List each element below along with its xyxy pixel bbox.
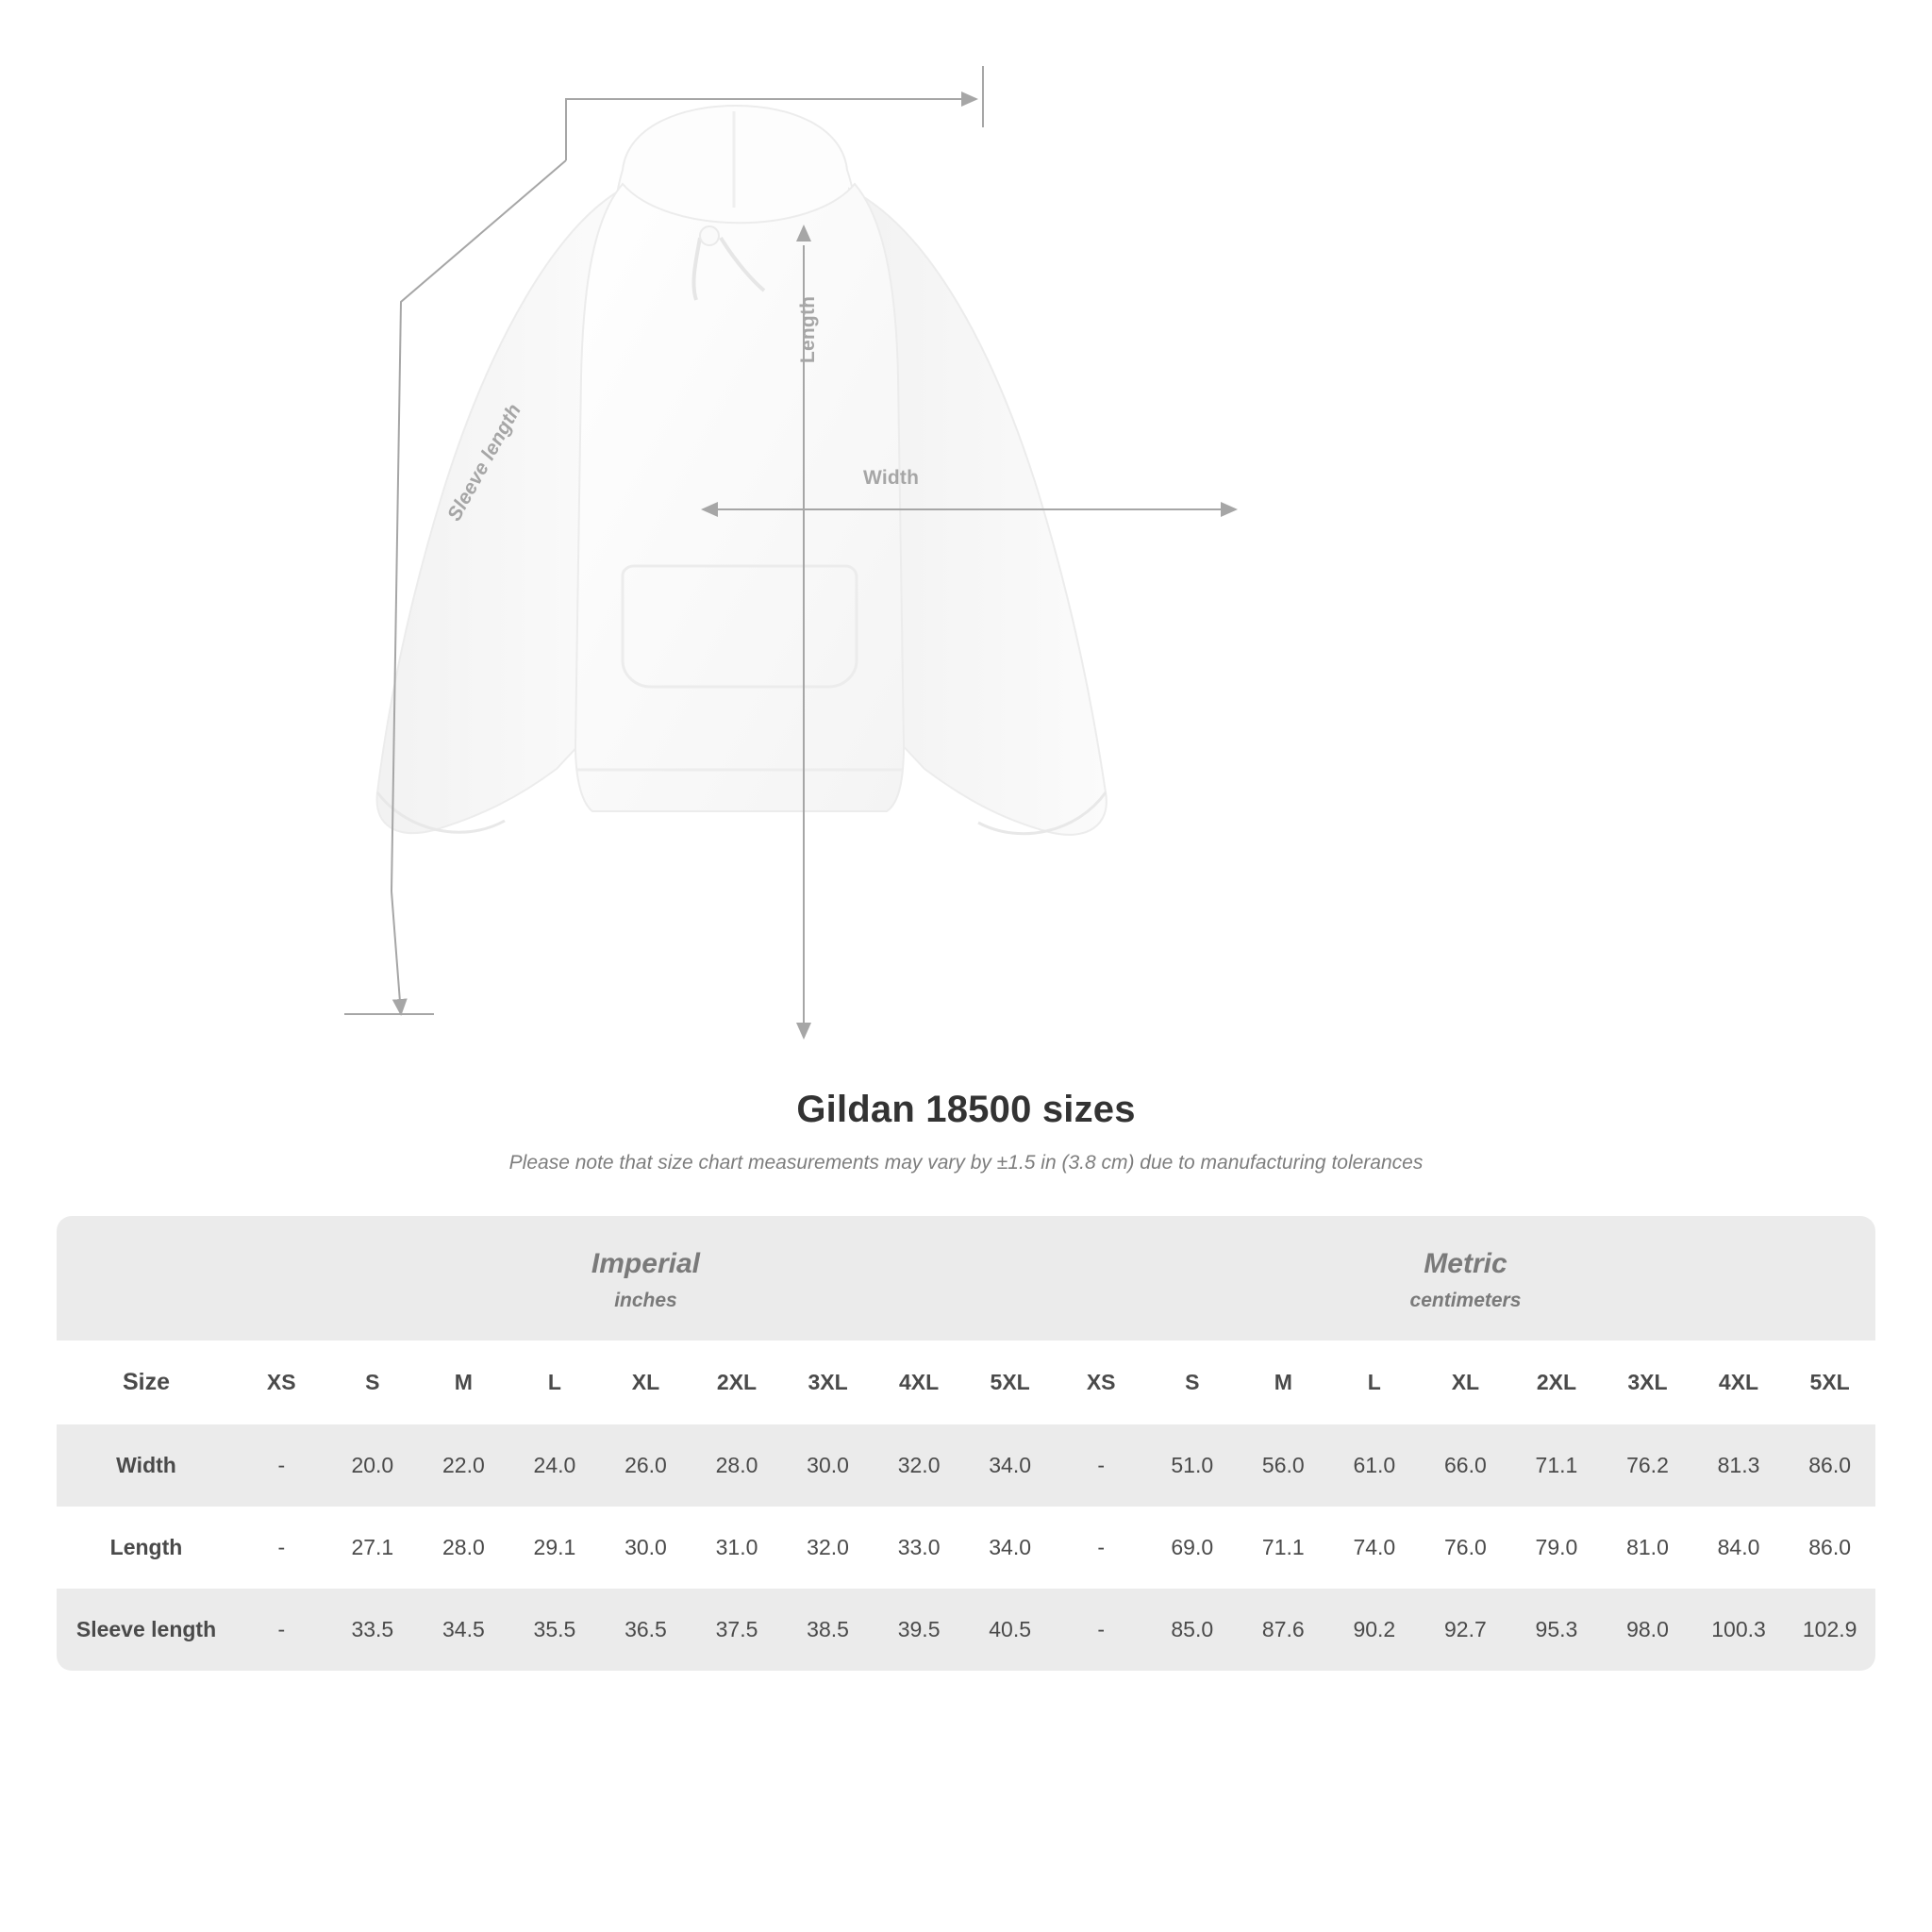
width-metric-s: 51.0: [1146, 1424, 1238, 1507]
size-header-metric-xl: XL: [1420, 1341, 1511, 1424]
width-imperial-l: 24.0: [509, 1424, 601, 1507]
sleeve-metric-xl: 92.7: [1420, 1589, 1511, 1671]
length-metric-m: 71.1: [1238, 1507, 1329, 1589]
size-header-metric-xs: XS: [1056, 1341, 1147, 1424]
unit-system-imperial: [236, 1216, 1056, 1341]
label-sleeve-length: Sleeve length: [443, 400, 526, 525]
size-header-metric-5xl: 5XL: [1784, 1341, 1875, 1424]
sleeve-metric-4xl: 100.3: [1693, 1589, 1785, 1671]
sleeve-imperial-2xl: 37.5: [691, 1589, 783, 1671]
length-imperial-4xl: 33.0: [874, 1507, 965, 1589]
size-header-imperial-m: M: [418, 1341, 509, 1424]
length-metric-2xl: 79.0: [1511, 1507, 1603, 1589]
tolerance-note: Please note that size chart measurements may vary by ±1.5 in (3.8 cm) due to manufacturing tolerances: [508, 1152, 1424, 1174]
size-table: [57, 1216, 1875, 1671]
sleeve-imperial-3xl: 38.5: [782, 1589, 874, 1671]
length-imperial-3xl: 32.0: [782, 1507, 874, 1589]
size-table-wrap: [57, 1216, 1875, 1671]
width-metric-m: 56.0: [1238, 1424, 1329, 1507]
width-metric-4xl: 81.3: [1693, 1424, 1785, 1507]
sleeve-imperial-4xl: 39.5: [874, 1589, 965, 1671]
size-header-imperial-3xl: 3XL: [782, 1341, 874, 1424]
sleeve-imperial-s: 33.5: [327, 1589, 419, 1671]
width-imperial-3xl: 30.0: [782, 1424, 874, 1507]
table-row: [57, 1424, 1875, 1507]
length-metric-l: 74.0: [1329, 1507, 1421, 1589]
sleeve-imperial-l: 35.5: [509, 1589, 601, 1671]
size-header-imperial-4xl: 4XL: [874, 1341, 965, 1424]
size-header-imperial-xl: XL: [600, 1341, 691, 1424]
size-header-metric-s: S: [1146, 1341, 1238, 1424]
size-header-metric-3xl: 3XL: [1602, 1341, 1693, 1424]
sleeve-metric-3xl: 98.0: [1602, 1589, 1693, 1671]
width-imperial-s: 20.0: [327, 1424, 419, 1507]
length-imperial-xs: -: [236, 1507, 327, 1589]
width-metric-3xl: 76.2: [1602, 1424, 1693, 1507]
sleeve-metric-m: 87.6: [1238, 1589, 1329, 1671]
unit-system-metric: [1056, 1216, 1875, 1341]
size-header-imperial-2xl: 2XL: [691, 1341, 783, 1424]
length-imperial-xl: 30.0: [600, 1507, 691, 1589]
label-width: Width: [863, 467, 920, 489]
unit-system-imperial-sub: inches: [614, 1290, 677, 1311]
length-imperial-l: 29.1: [509, 1507, 601, 1589]
unit-system-imperial-name: Imperial: [591, 1248, 700, 1279]
unit-system-metric-name: Metric: [1424, 1248, 1507, 1279]
unit-system-row: [57, 1216, 1875, 1341]
sleeve-imperial-5xl: 40.5: [964, 1589, 1056, 1671]
length-metric-xs: -: [1056, 1507, 1147, 1589]
width-metric-xl: 66.0: [1420, 1424, 1511, 1507]
width-metric-l: 61.0: [1329, 1424, 1421, 1507]
width-metric-xs: -: [1056, 1424, 1147, 1507]
row-label-length: Length: [57, 1507, 236, 1589]
title-block: [0, 1089, 1932, 1174]
size-header-metric-l: L: [1329, 1341, 1421, 1424]
length-metric-3xl: 81.0: [1602, 1507, 1693, 1589]
length-metric-xl: 76.0: [1420, 1507, 1511, 1589]
size-header-metric-4xl: 4XL: [1693, 1341, 1785, 1424]
unit-row-spacer: [57, 1216, 236, 1341]
size-header-metric-m: M: [1238, 1341, 1329, 1424]
size-header-metric-2xl: 2XL: [1511, 1341, 1603, 1424]
sleeve-metric-l: 90.2: [1329, 1589, 1421, 1671]
width-imperial-4xl: 32.0: [874, 1424, 965, 1507]
label-length: Length: [797, 295, 819, 363]
width-metric-5xl: 86.0: [1784, 1424, 1875, 1507]
size-header-imperial-5xl: 5XL: [964, 1341, 1056, 1424]
length-imperial-2xl: 31.0: [691, 1507, 783, 1589]
row-label-sleeve-length: Sleeve length: [57, 1589, 236, 1671]
width-imperial-xs: -: [236, 1424, 327, 1507]
size-header-label: Size: [57, 1341, 236, 1424]
unit-system-metric-sub: centimeters: [1409, 1290, 1522, 1311]
size-header-imperial-l: L: [509, 1341, 601, 1424]
table-row: [57, 1589, 1875, 1671]
width-imperial-m: 22.0: [418, 1424, 509, 1507]
width-imperial-5xl: 34.0: [964, 1424, 1056, 1507]
width-metric-2xl: 71.1: [1511, 1424, 1603, 1507]
length-imperial-m: 28.0: [418, 1507, 509, 1589]
sleeve-metric-2xl: 95.3: [1511, 1589, 1603, 1671]
sleeve-imperial-m: 34.5: [418, 1589, 509, 1671]
length-imperial-s: 27.1: [327, 1507, 419, 1589]
row-label-width: Width: [57, 1424, 236, 1507]
length-imperial-5xl: 34.0: [964, 1507, 1056, 1589]
width-imperial-2xl: 28.0: [691, 1424, 783, 1507]
page-title: Gildan 18500 sizes: [796, 1089, 1136, 1130]
length-metric-4xl: 84.0: [1693, 1507, 1785, 1589]
sleeve-imperial-xs: -: [236, 1589, 327, 1671]
sleeve-metric-xs: -: [1056, 1589, 1147, 1671]
sleeve-metric-5xl: 102.9: [1784, 1589, 1875, 1671]
table-row: [57, 1507, 1875, 1589]
sleeve-imperial-xl: 36.5: [600, 1589, 691, 1671]
length-metric-s: 69.0: [1146, 1507, 1238, 1589]
size-header-imperial-xs: XS: [236, 1341, 327, 1424]
size-header-imperial-s: S: [327, 1341, 419, 1424]
width-imperial-xl: 26.0: [600, 1424, 691, 1507]
sleeve-metric-s: 85.0: [1146, 1589, 1238, 1671]
length-metric-5xl: 86.0: [1784, 1507, 1875, 1589]
size-header-row: [57, 1341, 1875, 1424]
